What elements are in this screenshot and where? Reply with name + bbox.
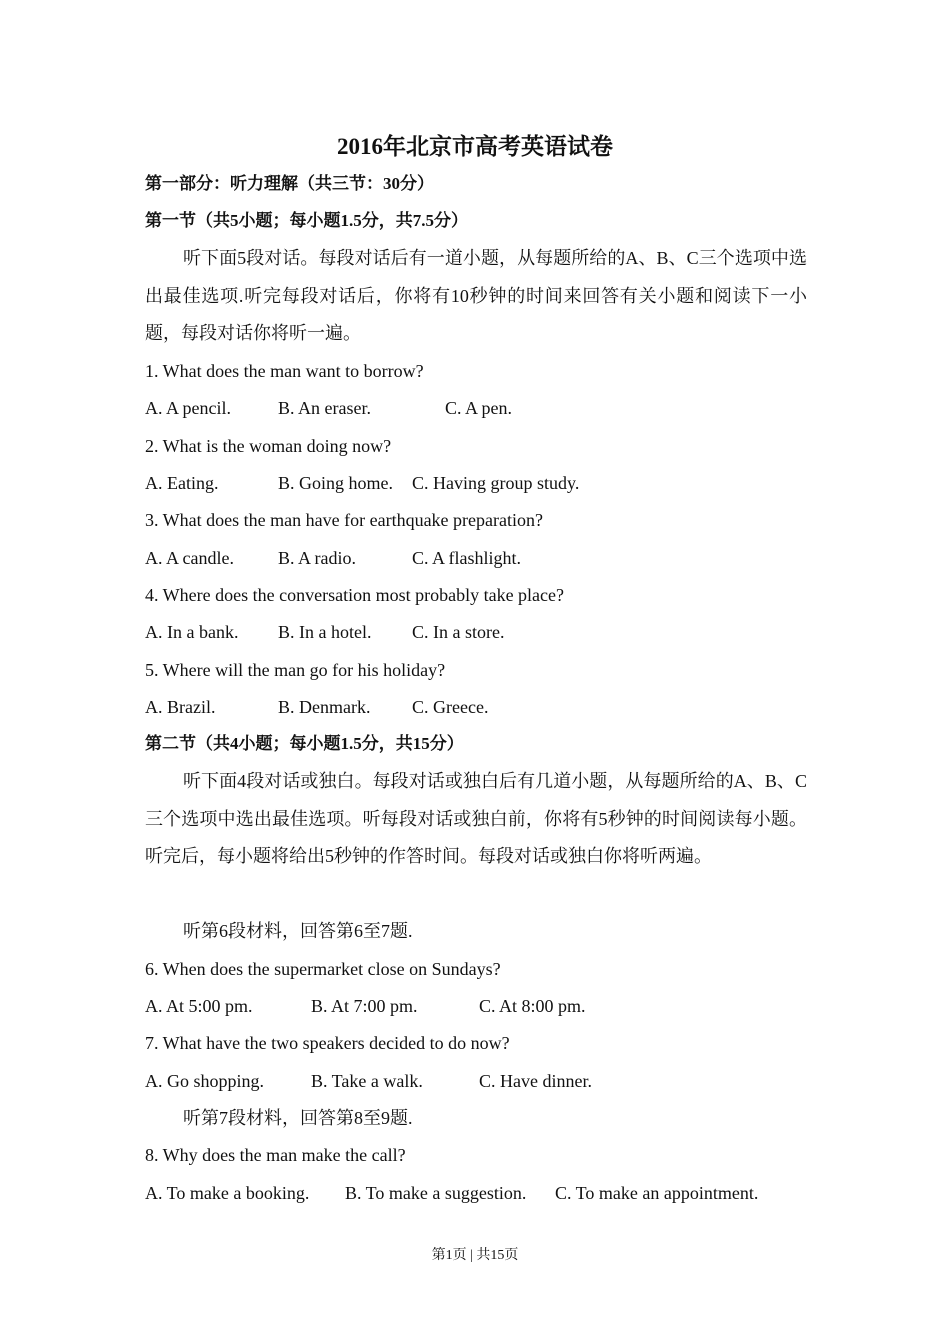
question-6: 6. When does the supermarket close on Sundays? — [145, 959, 501, 979]
q6-option-b: B. At 7:00 pm. — [311, 996, 418, 1016]
q5-option-c: C. Greece. — [412, 697, 489, 717]
q8-option-b: B. To make a suggestion. — [345, 1183, 527, 1203]
q2-option-b: B. Going home. — [278, 473, 393, 493]
q2-option-c: C. Having group study. — [412, 473, 580, 493]
section2-heading: 第二节（共4小题；每小题1.5分，共15分） — [145, 734, 464, 753]
question-7: 7. What have the two speakers decided to do now? — [145, 1033, 510, 1053]
q4-option-b: B. In a hotel. — [278, 622, 372, 642]
q1-option-a: A. A pencil. — [145, 398, 231, 418]
question-5: 5. Where will the man go for his holiday? — [145, 660, 446, 680]
q2-option-a: A. Eating. — [145, 473, 219, 493]
q1-option-b: B. An eraser. — [278, 398, 371, 418]
section1-instructions: 听下面5段对话。每段对话后有一道小题，从每题所给的A、B、C三个选项中选出最佳选项.听完每段对话后，你将有10秒钟的时间来回答有关小题和阅读下一小题，每段对话你将听一遍。 — [145, 248, 807, 343]
q3-option-b: B. A radio. — [278, 548, 357, 568]
q6-option-c: C. At 8:00 pm. — [479, 996, 586, 1016]
q1-option-c: C. A pen. — [445, 398, 513, 418]
q5-option-a: A. Brazil. — [145, 697, 216, 717]
q6-option-a: A. At 5:00 pm. — [145, 996, 253, 1016]
question-3: 3. What does the man have for earthquake preparation? — [145, 510, 543, 530]
section2-instructions: 听下面4段对话或独白。每段对话或独白后有几道小题，从每题所给的A、B、C三个选项中选出最佳选项。听每段对话或独白前，你将有5秒钟的时间阅读每小题。听完后，每小题将给出5秒钟的作答时间。每段对话或独白你将听两遍。 — [145, 771, 807, 866]
material-7-note: 听第7段材料，回答第8至9题. — [183, 1108, 413, 1128]
question-1: 1. What does the man want to borrow? — [145, 361, 424, 381]
page-footer: 第1页 | 共15页 — [431, 1248, 519, 1263]
part1-heading: 第一部分：听力理解（共三节：30分） — [145, 174, 434, 193]
material-6-note: 听第6段材料，回答第6至7题. — [183, 921, 413, 941]
q7-option-a: A. Go shopping. — [145, 1071, 265, 1091]
q4-option-c: C. In a store. — [412, 622, 505, 642]
q4-option-a: A. In a bank. — [145, 622, 239, 642]
q8-option-c: C. To make an appointment. — [555, 1183, 759, 1203]
question-8: 8. Why does the man make the call? — [145, 1145, 406, 1165]
q3-option-a: A. A candle. — [145, 548, 234, 568]
q8-option-a: A. To make a booking. — [145, 1183, 310, 1203]
q7-option-c: C. Have dinner. — [479, 1071, 592, 1091]
q7-option-b: B. Take a walk. — [311, 1071, 423, 1091]
q3-option-c: C. A flashlight. — [412, 548, 522, 568]
page-title: 2016年北京市高考英语试卷 — [337, 134, 613, 159]
section1-heading: 第一节（共5小题；每小题1.5分，共7.5分） — [145, 211, 468, 230]
question-2: 2. What is the woman doing now? — [145, 436, 392, 456]
q5-option-b: B. Denmark. — [278, 697, 371, 717]
question-4: 4. Where does the conversation most probably take place? — [145, 585, 565, 605]
